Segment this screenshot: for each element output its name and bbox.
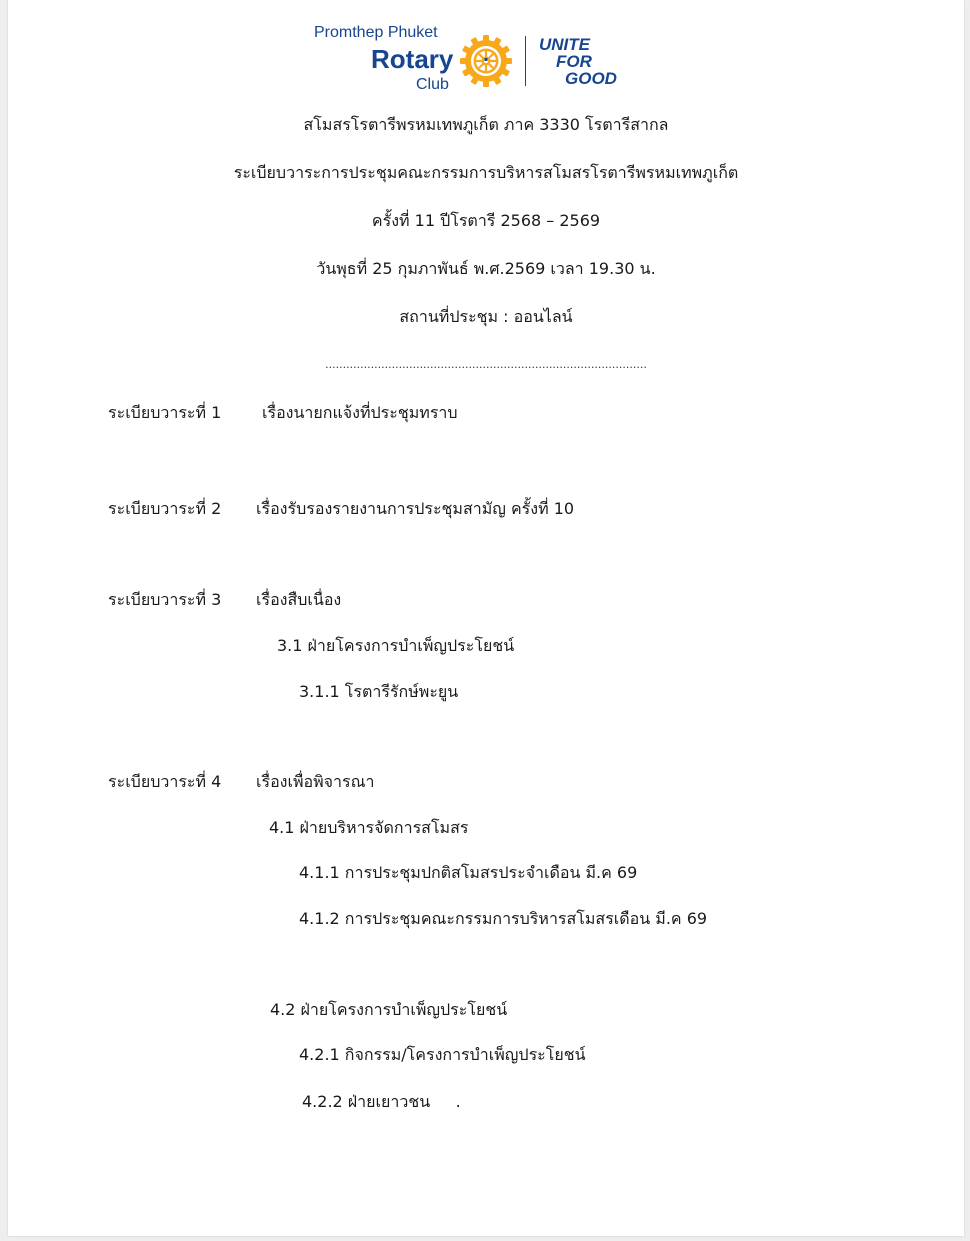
- logo-club: Club: [416, 76, 449, 93]
- agenda-subitem: 3.1 ฝ่ายโครงการบำเพ็ญประโยชน์: [277, 636, 515, 655]
- agenda-label: ระเบียบวาระที่ 3: [108, 590, 222, 609]
- agenda-label: ระเบียบวาระที่ 1: [108, 403, 222, 422]
- document-page: [8, 0, 964, 1236]
- agenda-subsubitem: 4.1.2 การประชุมคณะกรรมการบริหารสโมสรเดือน มี.ค 69: [299, 909, 708, 928]
- agenda-subsubitem: 4.2.2 ฝ่ายเยาวชน .: [302, 1092, 461, 1111]
- venue-line: สถานที่ประชุม : ออนไลน์: [399, 307, 573, 326]
- agenda-title: เรื่องเพื่อพิจารณา: [256, 772, 375, 791]
- document-title: ระเบียบวาระการประชุมคณะกรรมการบริหารสโมสรโรตารีพรหมเทพภูเก็ต: [233, 163, 739, 182]
- agenda-subsubitem: 4.2.1 กิจกรรม/โครงการบำเพ็ญประโยชน์: [299, 1045, 586, 1064]
- agenda-title: เรื่องสืบเนื่อง: [256, 590, 342, 609]
- logo-slogan-for: FOR: [556, 52, 592, 71]
- logo-divider: [525, 36, 526, 86]
- agenda-subitem: 4.2 ฝ่ายโครงการบำเพ็ญประโยชน์: [270, 1000, 508, 1019]
- agenda-title: เรื่องรับรองรายงานการประชุมสามัญ ครั้งที่ 10: [256, 499, 575, 518]
- rotary-wheel-icon: [459, 34, 513, 88]
- logo-rotary: Rotary: [371, 44, 454, 74]
- logo-slogan-good: GOOD: [565, 69, 617, 88]
- logo-line1: Promthep Phuket: [314, 24, 438, 41]
- agenda-title: เรื่องนายกแจ้งที่ประชุมทราบ: [262, 403, 458, 422]
- agenda-subitem: 4.1 ฝ่ายบริหารจัดการสโมสร: [269, 818, 469, 837]
- separator-dots: ............................................................................................: [325, 358, 647, 371]
- agenda-subsubitem: 3.1.1 โรตารีรักษ์พะยูน: [299, 682, 459, 701]
- datetime-line: วันพุธที่ 25 กุมภาพันธ์ พ.ศ.2569 เวลา 19.30 น.: [316, 259, 656, 278]
- logo-slogan-unite: UNITE: [539, 35, 590, 54]
- club-line: สโมสรโรตารีพรหมเทพภูเก็ต ภาค 3330 โรตารีสากล: [303, 115, 669, 134]
- agenda-label: ระเบียบวาระที่ 4: [108, 772, 222, 791]
- session-line: ครั้งที่ 11 ปีโรตารี 2568 – 2569: [371, 211, 601, 230]
- agenda-label: ระเบียบวาระที่ 2: [108, 499, 222, 518]
- agenda-subsubitem: 4.1.1 การประชุมปกติสโมสรประจำเดือน มี.ค 69: [299, 863, 638, 882]
